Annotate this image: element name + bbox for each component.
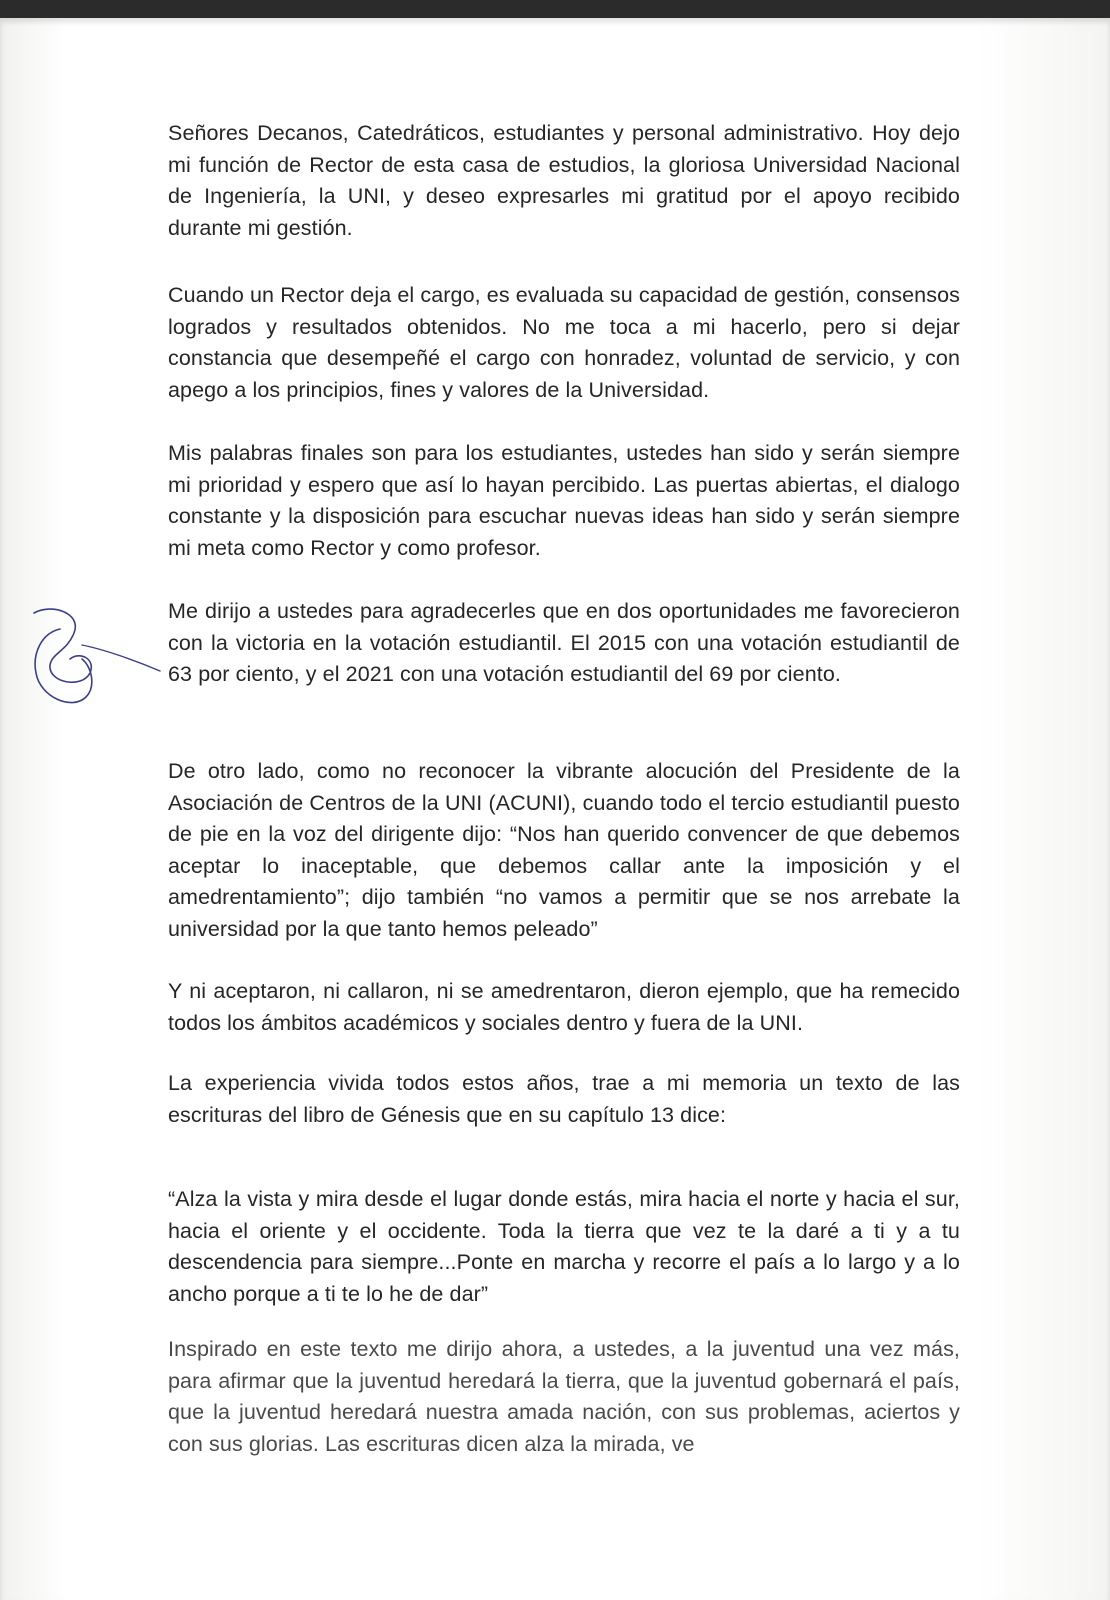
paragraph-evaluation: Cuando un Rector deja el cargo, es evaluada su capacidad de gestión, consensos logrados y resultados obtenidos. No me toca a mi hacerlo, pero si dejar constancia que desempeñé el cargo con honradez, voluntad de servicio, y con apego a los principios, fines y valores de la Universidad. <box>168 283 960 402</box>
top-frame-bar <box>0 0 1110 18</box>
document-page <box>0 18 1110 1600</box>
paragraph-students-priority: Mis palabras finales son para los estudiantes, ustedes han sido y serán siempre mi prioridad y espero que así lo hayan percibido. Las puertas abiertas, el dialogo constante y la disposición para escuchar nuevas ideas han sido y serán siempre mi meta como Rector y como profesor. <box>168 441 960 560</box>
paragraph-example: Y ni aceptaron, ni callaron, ni se amedrentaron, dieron ejemplo, que ha remecido todos los ámbitos académicos y sociales dentro y fuera de la UNI. <box>168 979 960 1035</box>
paragraph-youth: Inspirado en este texto me dirijo ahora, a ustedes, a la juventud una vez más, para afirmar que la juventud heredará la tierra, que la juventud gobernará el país, que la juventud heredará nuestra amada nación, con sus problemas, aciertos y con sus glorias. Las escrituras dicen alza la mirada, ve <box>168 1337 960 1456</box>
paragraph-genesis-intro: La experiencia vivida todos estos años, trae a mi memoria un texto de las escrituras del libro de Génesis que en su capítulo 13 dice: <box>168 1071 960 1127</box>
paragraph-greeting: Señores Decanos, Catedráticos, estudiantes y personal administrativo. Hoy dejo mi función de Rector de esta casa de estudios, la gloriosa Universidad Nacional de Ingeniería, la UNI, y deseo expresarles mi gratitud por el apoyo recibido durante mi gestión. <box>168 121 960 240</box>
signature-mark <box>22 593 162 723</box>
paragraph-election-thanks: Me dirijo a ustedes para agradecerles que en dos oportunidades me favorecieron con la victoria en la votación estudiantil. El 2015 con una votación estudiantil de 63 por ciento, y el 2021 con una votación estudiantil del 69 por ciento. <box>168 599 960 686</box>
paragraph-genesis-quote: “Alza la vista y mira desde el lugar donde estás, mira hacia el norte y hacia el sur, hacia el oriente y el occidente. Toda la tierra que vez te la daré a ti y a tu descendencia para siempre...Ponte en marcha y recorre el país a lo largo y a lo ancho porque a ti te lo he de dar” <box>168 1187 960 1306</box>
paragraph-acuni-speech: De otro lado, como no reconocer la vibrante alocución del Presidente de la Asociación de Centros de la UNI (ACUNI), cuando todo el tercio estudiantil puesto de pie en la voz del dirigente dijo: “Nos han querido convencer de que debemos aceptar lo inaceptable, que debemos callar ante la imposición y el amedrentamiento”; dijo también “no vamos a permitir que se nos arrebate la universidad por la que tanto hemos peleado” <box>168 759 960 941</box>
